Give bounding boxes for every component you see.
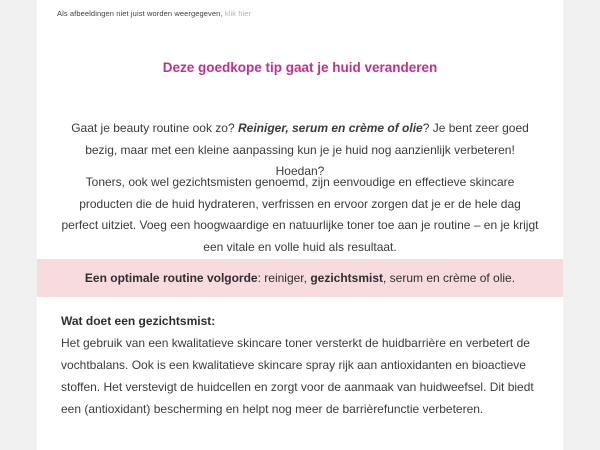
left-gutter [0,0,37,450]
article-title: Deze goedkope tip gaat je huid veranderen [162,60,438,75]
section-text: Het gebruik van een kwalitatieve skincare toner versterkt de huidbarrière en verbetert de vochtbalans. Ook is een kwalitatieve skincare spray rijk aan antioxidanten en bioactieve stoffen. Het verstevigt de huidcellen en zorgt voor de aanmaak van huidweefsel. Dit biedt een (antioxidant) bescherming en helpt nog meer de barrièrefunctie verbeteren. [61,336,534,416]
email-content-area [37,0,563,450]
intro-text-pre: Gaat je beauty routine ook zo? [71,121,238,135]
body-paragraph: Toners, ook wel gezichtsmisten genoemd, zijn eenvoudige en effectieve skincare producten die de huid hydrateren, verfrissen en ervoor zorgen dat je er de hele dag perfect uitziet. Voeg een hoogwaardige en natuurlijke toner toe aan je routine – en je krijgt een vitale en volle huid als resultaat. [61,175,539,254]
highlight-bold-lead: Een optimale routine volgorde [84,271,258,285]
view-images-link[interactable]: klik hier [224,9,252,18]
highlight-mid-text: : reiniger, [257,271,311,285]
highlight-bold-word: gezichtsmist [310,271,383,285]
routine-highlight-box [37,259,563,297]
images-display-notice [57,9,543,18]
highlight-tail-text: , serum en crème of olie. [383,271,516,285]
notice-text: Als afbeeldingen niet juist worden weergegeven, [57,9,223,18]
intro-emphasis-text: Reiniger, serum en crème of olie [237,121,423,135]
section-heading: Wat doet een gezichtsmist: [61,314,216,328]
right-gutter [563,0,600,450]
intro-text-post: ? Je bent zeer goed bezig, maar met een kleine aanpassing kun je je huid nog aanzienlijk verbeteren! Hoedan? [85,121,529,178]
mist-info-section [61,310,543,420]
highlight-text [85,271,515,285]
